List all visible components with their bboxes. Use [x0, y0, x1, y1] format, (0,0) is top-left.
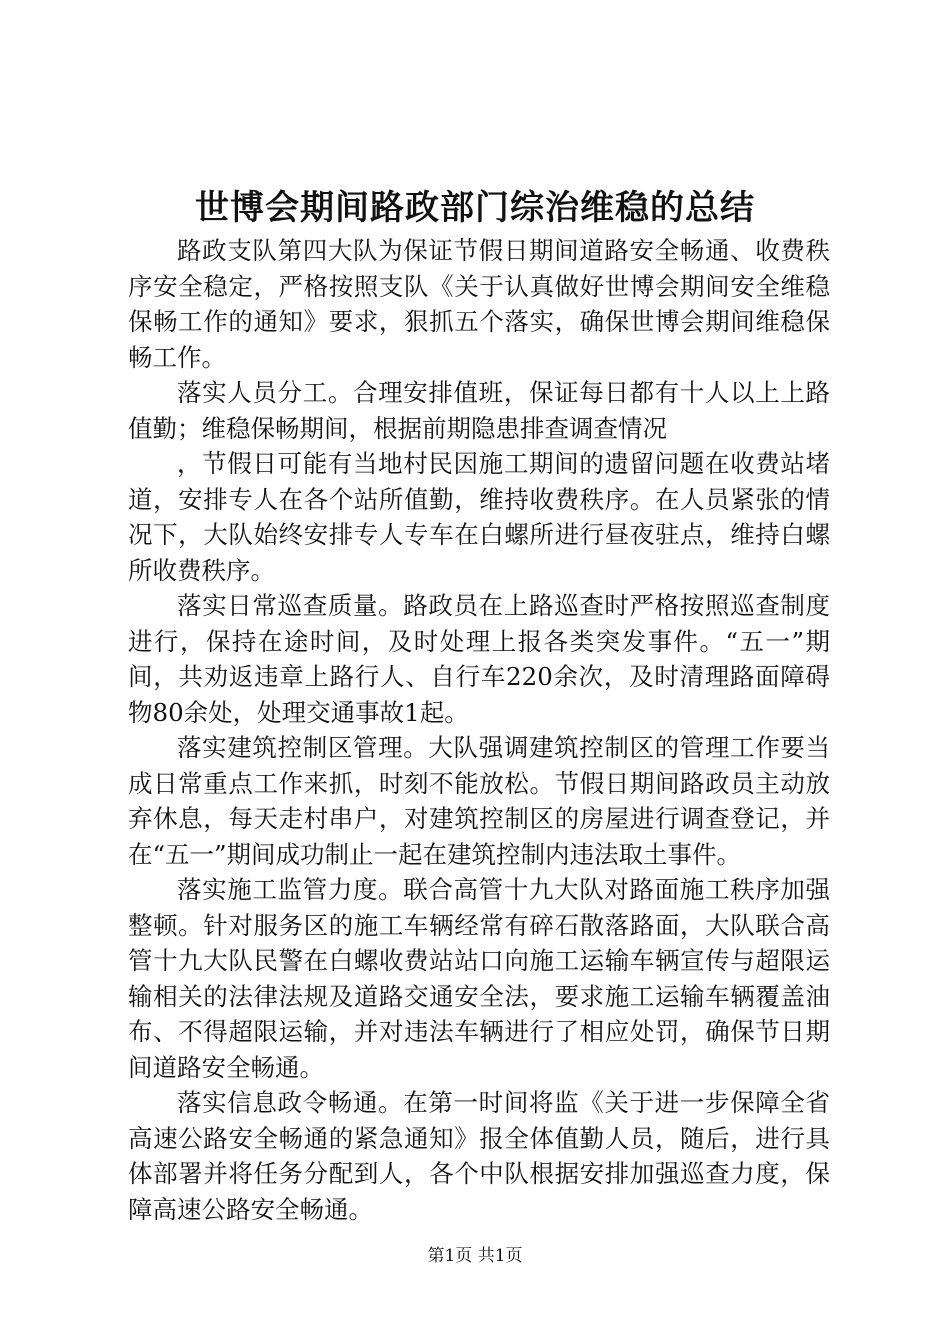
- paragraph-patrol: 落实日常巡查质量。路政员在上路巡查时严格按照巡查制度进行，保持在途时间，及时处理上报各类突发事件。“五一”期间，共劝返违章上路行人、自行车220余次，及时清理路面障碍物80余处，处理交通事故1起。: [128, 591, 830, 727]
- paragraph-intro: 路政支队第四大队为保证节假日期间道路安全畅通、收费秩序安全稳定，严格按照支队《关于认真做好世博会期间安全维稳保畅工作的通知》要求，狠抓五个落实，确保世博会期间维稳保畅工作。: [128, 236, 830, 372]
- document-title: 世博会期间路政部门综治维稳的总结: [195, 188, 755, 228]
- page-footer: 第1页 共1页: [427, 1246, 523, 1266]
- paragraph-information: 落实信息政令畅通。在第一时间将监《关于进一步保障全省高速公路安全畅通的紧急通知》报全体值勤人员，随后，进行具体部署并将任务分配到人，各个中队根据安排加强巡查力度，保障高速公路安全畅通。: [128, 1088, 830, 1224]
- paragraph-personnel-continued: ，节假日可能有当地村民因施工期间的遗留问题在收费站堵道，安排专人在各个站所值勤，维持收费秩序。在人员紧张的情况下，大队始终安排专人专车在白螺所进行昼夜驻点，维持白螺所收费秩序。: [128, 449, 830, 585]
- paragraph-construction: 落实施工监管力度。联合高管十九大队对路面施工秩序加强整顿。针对服务区的施工车辆经常有碎石散落路面，大队联合高管十九大队民警在白螺收费站站口向施工运输车辆宣传与超限运输相关的法律法规及道路交通安全法，要求施工运输车辆覆盖油布、不得超限运输，并对违法车辆进行了相应处罚，确保节日期间道路安全畅通。: [128, 875, 830, 1082]
- document-body: [128, 233, 830, 1227]
- paragraph-personnel: 落实人员分工。合理安排值班，保证每日都有十人以上上路值勤；维稳保畅期间，根据前期隐患排查调查情况: [128, 378, 830, 443]
- paragraph-building-control: 落实建筑控制区管理。大队强调建筑控制区的管理工作要当成日常重点工作来抓，时刻不能放松。节假日期间路政员主动放弃休息，每天走村串户，对建筑控制区的房屋进行调查登记，并在“五一”期间成功制止一起在建筑控制内违法取土事件。: [128, 733, 830, 869]
